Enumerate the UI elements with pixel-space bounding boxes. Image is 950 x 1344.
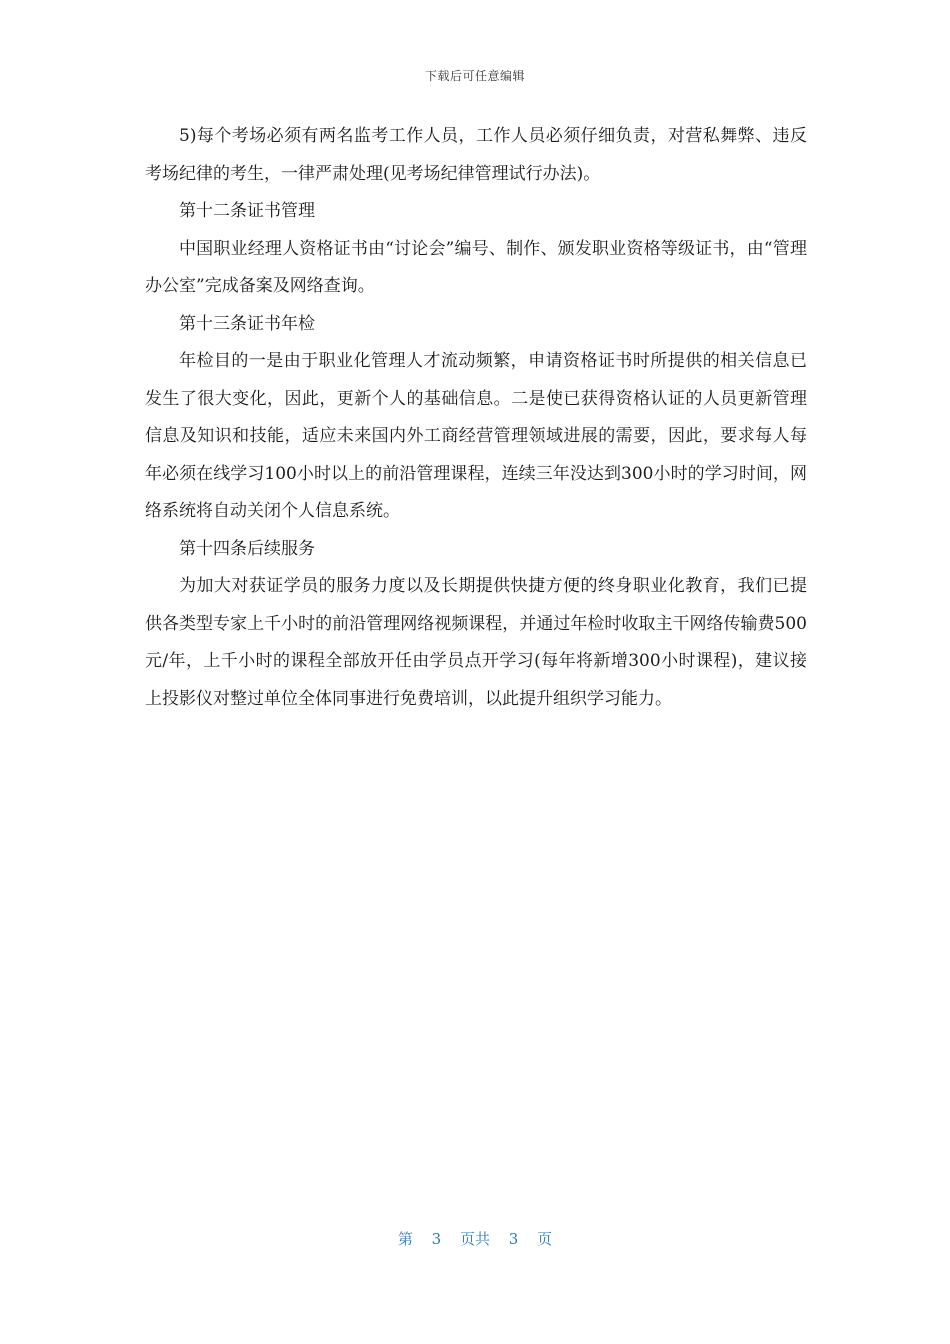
- paragraph-certificate-management: 中国职业经理人资格证书由“讨论会”编号、制作、颁发职业资格等级证书，由“管理办公室”完成备案及网络查询。: [145, 238, 807, 296]
- paragraph-follow-up-service: 为加大对获证学员的服务力度以及长期提供快捷方便的终身职业化教育，我们已提供各类型专家上千小时的前沿管理网络视频课程，并通过年检时收取主干网络传输费500元/年，上千小时的课程全部放开任由学员点开学习(每年将新增300小时课程)，建议接上投影仪对整过单位全体同事进行免费培训，以此提升组织学习能力。: [145, 576, 807, 709]
- article-12-heading: 第十二条证书管理: [179, 201, 315, 221]
- article-14-heading: 第十四条后续服务: [179, 538, 315, 559]
- article-13-heading: 第十三条证书年检: [179, 313, 315, 334]
- document-body: [145, 118, 807, 718]
- paragraph-annual-inspection: 年检目的一是由于职业化管理人才流动频繁，申请资格证书时所提供的相关信息已发生了很大变化，因此，更新个人的基础信息。二是使已获得资格认证的人员更新管理信息及知识和技能，适应未来国内外工商经营管理领域进展的需要，因此，要求每人每年必须在线学习100小时以上的前沿管理课程，连续三年没达到300小时的学习时间，网络系统将自动关闭个人信息系统。: [145, 351, 807, 521]
- page-number-footer: 第 3 页共 3 页: [397, 1230, 553, 1248]
- page-header: 下载后可任意编辑: [424, 69, 525, 83]
- paragraph-exam-supervision: 5)每个考场必须有两名监考工作人员，工作人员必须仔细负责，对营私舞弊、违反考场纪律的考生，一律严肃处理(见考场纪律管理试行办法)。: [145, 126, 807, 184]
